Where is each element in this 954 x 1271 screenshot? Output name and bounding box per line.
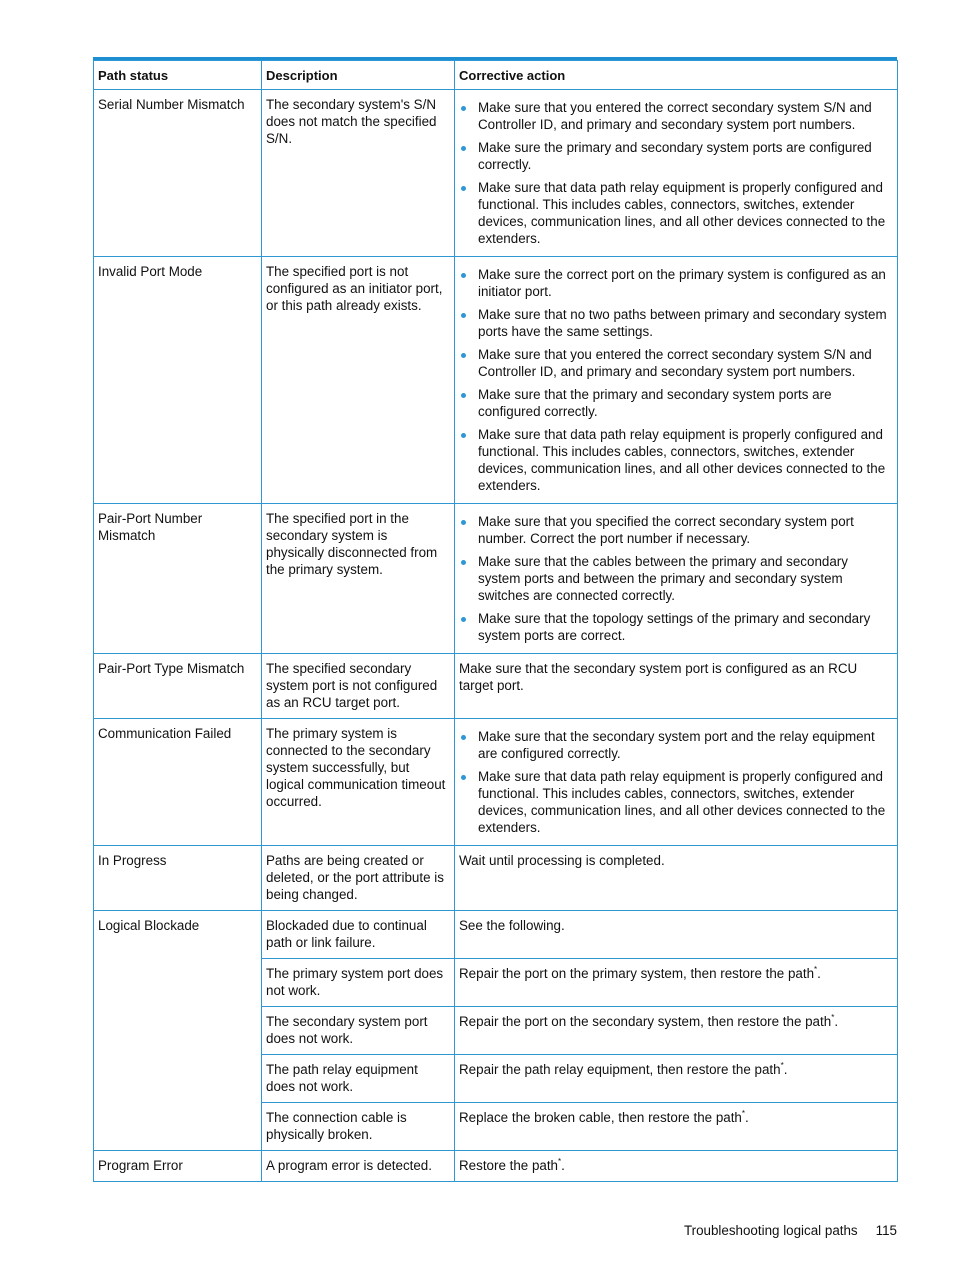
bullet-icon [461,186,466,191]
path-status-cell: Logical Blockade [94,911,262,1151]
action-list [459,99,892,247]
corrective-action-cell [455,257,898,504]
description-cell: The specified secondary system port is not configured as an RCU target port. [262,654,455,719]
bullet-icon [461,106,466,111]
path-status-cell: Pair-Port Number Mismatch [94,504,262,654]
footnote-marker: * [780,1061,784,1070]
action-item: Make sure that you entered the correct secondary system S/N and Controller ID, and primary and secondary system port numbers. [459,99,892,133]
table-row [94,654,898,719]
action-item: Make sure that the secondary system port and the relay equipment are configured correctly. [459,728,892,762]
description-cell: The secondary system's S/N does not match the specified S/N. [262,90,455,257]
path-status-cell: Communication Failed [94,719,262,846]
corrective-action-cell: See the following. [455,911,898,959]
table-row [94,1151,898,1182]
page-number: 115 [875,1223,897,1238]
path-status-table [93,60,898,1182]
corrective-action-cell [455,90,898,257]
bullet-icon [461,353,466,358]
table-row [94,504,898,654]
corrective-action-cell: Repair the port on the primary system, then restore the path*. [455,959,898,1007]
footnote-marker: * [558,1157,562,1166]
description-cell: The primary system is connected to the secondary system successfully, but logical communication timeout occurred. [262,719,455,846]
corrective-action-cell: Replace the broken cable, then restore the path*. [455,1103,898,1151]
troubleshooting-table-container [93,57,897,1182]
footnote-marker: * [831,1013,835,1022]
table-row [94,846,898,911]
path-status-cell: In Progress [94,846,262,911]
bullet-icon [461,735,466,740]
bullet-icon [461,393,466,398]
header-corrective-action: Corrective action [455,61,898,90]
bullet-icon [461,313,466,318]
description-cell: Paths are being created or deleted, or the port attribute is being changed. [262,846,455,911]
bullet-icon [461,433,466,438]
bullet-icon [461,560,466,565]
corrective-action-cell: Repair the port on the secondary system, then restore the path*. [455,1007,898,1055]
action-item: Make sure that data path relay equipment is properly configured and functional. This includes cables, connectors, switches, extender devices, communication lines, and all other devices connected to the extenders. [459,768,892,836]
table-row [94,911,898,959]
action-item: Make sure that data path relay equipment is properly configured and functional. This includes cables, connectors, switches, extender devices, communication lines, and all other devices connected to the extenders. [459,426,892,494]
action-list [459,513,892,644]
action-item: Make sure that the topology settings of the primary and secondary system ports are correct. [459,610,892,644]
action-item: Make sure the primary and secondary system ports are configured correctly. [459,139,892,173]
action-item: Make sure that no two paths between primary and secondary system ports have the same settings. [459,306,892,340]
corrective-action-cell: Make sure that the secondary system port is configured as an RCU target port. [455,654,898,719]
corrective-action-cell: Repair the path relay equipment, then restore the path*. [455,1055,898,1103]
action-item: Make sure the correct port on the primary system is configured as an initiator port. [459,266,892,300]
path-status-cell: Pair-Port Type Mismatch [94,654,262,719]
description-cell: Blockaded due to continual path or link failure. [262,911,455,959]
table-row [94,90,898,257]
action-item: Make sure that you specified the correct secondary system port number. Correct the port number if necessary. [459,513,892,547]
table-header-row [94,61,898,90]
description-cell: The connection cable is physically broken. [262,1103,455,1151]
bullet-icon [461,775,466,780]
footer-section-title: Troubleshooting logical paths [683,1223,858,1238]
description-cell: The specified port in the secondary system is physically disconnected from the primary system. [262,504,455,654]
action-item: Make sure that you entered the correct secondary system S/N and Controller ID, and primary and secondary system port numbers. [459,346,892,380]
header-description: Description [262,61,455,90]
description-cell: The path relay equipment does not work. [262,1055,455,1103]
table-row [94,719,898,846]
footnote-marker: * [741,1109,746,1118]
bullet-icon [461,273,466,278]
path-status-cell: Program Error [94,1151,262,1182]
action-item: Make sure that the cables between the primary and secondary system ports and between the primary and secondary system switches are connected correctly. [459,553,892,604]
corrective-action-cell [455,719,898,846]
corrective-action-cell [455,504,898,654]
page-footer [684,1222,897,1239]
description-cell: The primary system port does not work. [262,959,455,1007]
bullet-icon [461,520,466,525]
description-cell: The specified port is not configured as an initiator port, or this path already exists. [262,257,455,504]
description-cell: A program error is detected. [262,1151,455,1182]
action-list [459,728,892,836]
bullet-icon [461,617,466,622]
description-cell: The secondary system port does not work. [262,1007,455,1055]
table-row [94,257,898,504]
header-path-status: Path status [94,61,262,90]
corrective-action-cell: Restore the path*. [455,1151,898,1182]
corrective-action-cell: Wait until processing is completed. [455,846,898,911]
action-item: Make sure that the primary and secondary system ports are configured correctly. [459,386,892,420]
action-item: Make sure that data path relay equipment is properly configured and functional. This includes cables, connectors, switches, extender devices, communication lines, and all other devices connected to the extenders. [459,179,892,247]
action-list [459,266,892,494]
footnote-marker: * [814,965,818,974]
path-status-cell: Serial Number Mismatch [94,90,262,257]
bullet-icon [461,146,466,151]
path-status-cell: Invalid Port Mode [94,257,262,504]
